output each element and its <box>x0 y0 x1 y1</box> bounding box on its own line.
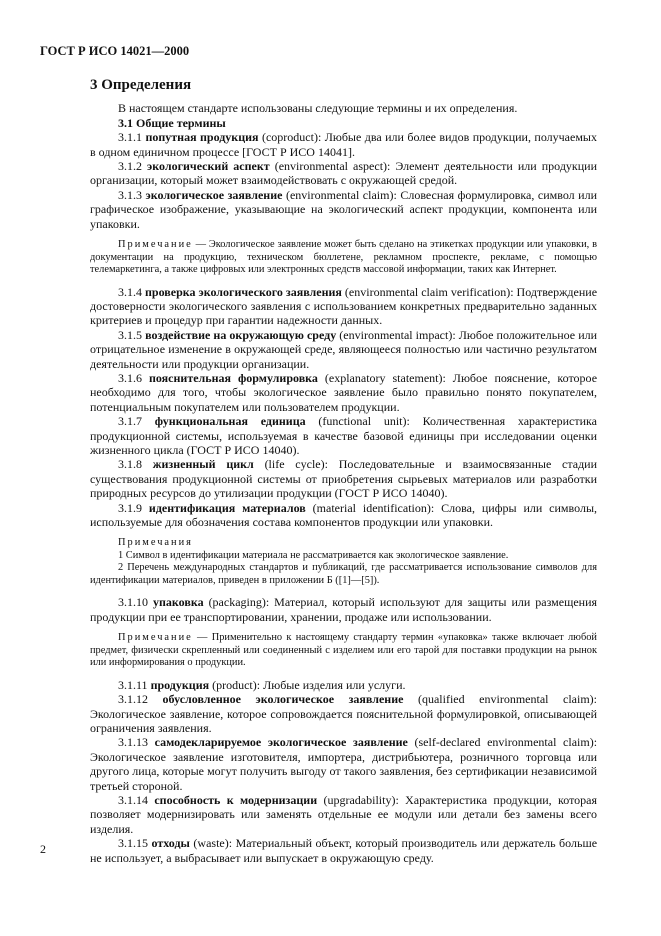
term-english: (life cycle): <box>264 457 328 472</box>
term-number: 3.1.2 <box>118 159 142 174</box>
term-number: 3.1.1 <box>118 130 142 145</box>
term-number: 3.1.14 <box>118 793 148 808</box>
note: Примечание — Экологическое заявление может быть сделано на этикетках продукции или упаковки, в документации на продукцию, техническом бюллетене, рекламном проспекте, рекламе, с помощью телемаркетинга, а также цифровых или электронных средств массовой информации, таких как Интернет. <box>90 239 597 276</box>
term-text: Последовательные и взаимосвязанные стадии существования продукционной системы от приобретения сырьевых материалов или разработки природных ресурсов до утилизации продукции (ГОСТ Р ИСО 14040). <box>90 457 598 501</box>
term-english: (environmental claim verification): <box>344 284 514 299</box>
term-definition <box>90 735 597 793</box>
term-number: 3.1.7 <box>118 414 142 429</box>
term-definition <box>90 457 597 500</box>
term-english: (product): <box>212 677 261 692</box>
term-text: Любое положительное или отрицательное изменение в окружающей среде, являющееся полностью или частично результатом деятельности или продукции организации. <box>90 327 598 371</box>
term-name: экологический аспект <box>147 159 270 174</box>
term-number: 3.1.15 <box>118 836 148 851</box>
term-name: упаковка <box>152 595 204 610</box>
term-definition <box>90 285 597 328</box>
document-header: ГОСТ Р ИСО 14021—2000 <box>40 44 190 58</box>
term-english: (environmental aspect): <box>274 159 391 174</box>
term-text: Словесная формулировка, символ или графическое изображение, указывающие на экологический аспект продукции, компонента или упаковки. <box>90 187 598 231</box>
term-english: (explanatory statement): <box>324 371 446 385</box>
term-name: обусловленное экологическое заявление <box>162 692 404 707</box>
term-name: отходы <box>151 836 190 851</box>
term-english: (self-declared environmental claim): <box>414 735 598 750</box>
intro-text: В настоящем стандарте использованы следующие термины и их определения. <box>118 101 518 116</box>
term-english: (material identification): <box>312 500 435 515</box>
term-number: 3.1.6 <box>118 371 142 385</box>
term-english: (environmental impact): <box>339 327 456 342</box>
term-text: Материальный объект, который производитель или держатель больше не использует, а выбрасывает или выпускает в окружающую среду. <box>90 836 598 865</box>
term-definition <box>90 414 597 457</box>
term-name: жизненный цикл <box>152 457 254 472</box>
term-text: Элемент деятельности или продукции организации, который может взаимодействовать с окружающей средой. <box>90 159 598 188</box>
term-text: Характеристика продукции, которая позволяет модернизировать или заменять отдельные ее модули или детали без замены всего изделия. <box>90 793 598 836</box>
term-text: Любые изделия или услуги. <box>260 677 406 692</box>
term-number: 3.1.11 <box>118 677 148 692</box>
page-number: 2 <box>40 842 46 856</box>
term-definition <box>90 595 597 624</box>
term-english: (packaging): <box>208 595 270 610</box>
term-definition <box>90 692 597 735</box>
term-number: 3.1.12 <box>118 692 148 707</box>
term-english: (functional unit): <box>318 414 410 429</box>
term-text: Подтверждение достоверности экологического заявления с использованием конкретных предварительно заданных критериев и процедур при гарантии надежности данных. <box>90 284 598 328</box>
term-name: самодекларируемое экологическое заявление <box>154 735 408 750</box>
term-name: попутная продукция <box>145 130 259 145</box>
term-name: экологическое заявление <box>145 187 283 202</box>
term-number: 3.1.8 <box>118 457 142 472</box>
term-text: Любые два или более видов продукции, получаемых в одном единичном процессе [ГОСТ Р ИСО 14041]. <box>90 130 597 159</box>
term-number: 3.1.10 <box>118 595 148 610</box>
term-name: функциональная единица <box>154 414 306 429</box>
term-name: способность к модернизации <box>154 793 318 808</box>
term-text: Слова, цифры или символы, используемые для обозначения состава компонентов продукции или упаковки. <box>90 500 598 530</box>
term-definition <box>90 836 597 865</box>
note-item: 2 Перечень международных стандартов и публикаций, где рассматривается использование символов для идентификации материалов, приведен в приложении Б ([1]—[5]). <box>90 562 597 586</box>
term-number: 3.1.3 <box>118 187 142 202</box>
term-definition <box>90 188 597 231</box>
term-number: 3.1.5 <box>118 327 142 342</box>
term-name: продукция <box>150 677 210 692</box>
term-text: Материал, который используют для защиты или размещения продукции при ее транспортировании, хранении, продаже или использовании. <box>90 595 598 624</box>
term-definition <box>90 501 597 530</box>
term-english: (waste): <box>193 836 233 851</box>
notes-label: Примечания <box>118 537 193 549</box>
term-definition <box>90 371 597 414</box>
subsection-title: 3.1 Общие термины <box>118 115 226 130</box>
term-definition <box>90 159 597 188</box>
term-text: Любое пояснение, которое необходимо для того, чтобы экологическое заявление было правильно понято покупателем, потенциальным покупателем или пользователем продукции. <box>90 371 598 414</box>
document-body <box>90 78 597 865</box>
term-name: идентификация материалов <box>148 500 306 515</box>
term-text: Экологическое заявление изготовителя, импортера, дистрибьютера, розничного торговца или другого лица, которые могут получить выгоду от такого заявления, без сертификации независимой третьей стороной. <box>90 749 597 793</box>
term-number: 3.1.13 <box>118 735 148 750</box>
term-english: (upgradability): <box>323 793 399 808</box>
term-name: проверка экологического заявления <box>145 284 342 299</box>
term-definition <box>90 678 597 692</box>
term-name: воздействие на окружающую среду <box>145 327 337 342</box>
term-definition <box>90 328 597 371</box>
note: Примечание — Применительно к настоящему стандарту термин «упаковка» также включает любой предмет, физически скрепленный или соединенный с изделием или его тарой для поставки продукции на рынок или информирования о продукции. <box>90 632 597 669</box>
term-text: Количественная характеристика продукционной системы, используемая в качестве базовой единицы при исследовании оценки жизненного цикла (ГОСТ Р ИСО 14040). <box>90 414 598 458</box>
notes-block <box>90 537 597 587</box>
term-name: пояснительная формулировка <box>148 371 318 385</box>
term-number: 3.1.9 <box>118 500 142 515</box>
term-definition <box>90 130 597 159</box>
term-english: (coproduct): <box>261 130 322 145</box>
note-item: 1 Символ в идентификации материала не рассматривается как экологическое заявление. <box>118 549 509 561</box>
term-english: (qualified environmental claim): <box>417 692 597 707</box>
term-text: Экологическое заявление, которое сопровождается пояснительной формулировкой, описывающей ограничения заявления. <box>90 706 597 735</box>
term-english: (environmental claim): <box>285 187 397 202</box>
term-number: 3.1.4 <box>118 284 142 299</box>
term-definition <box>90 793 597 836</box>
section-title: 3 Определения <box>90 77 192 93</box>
